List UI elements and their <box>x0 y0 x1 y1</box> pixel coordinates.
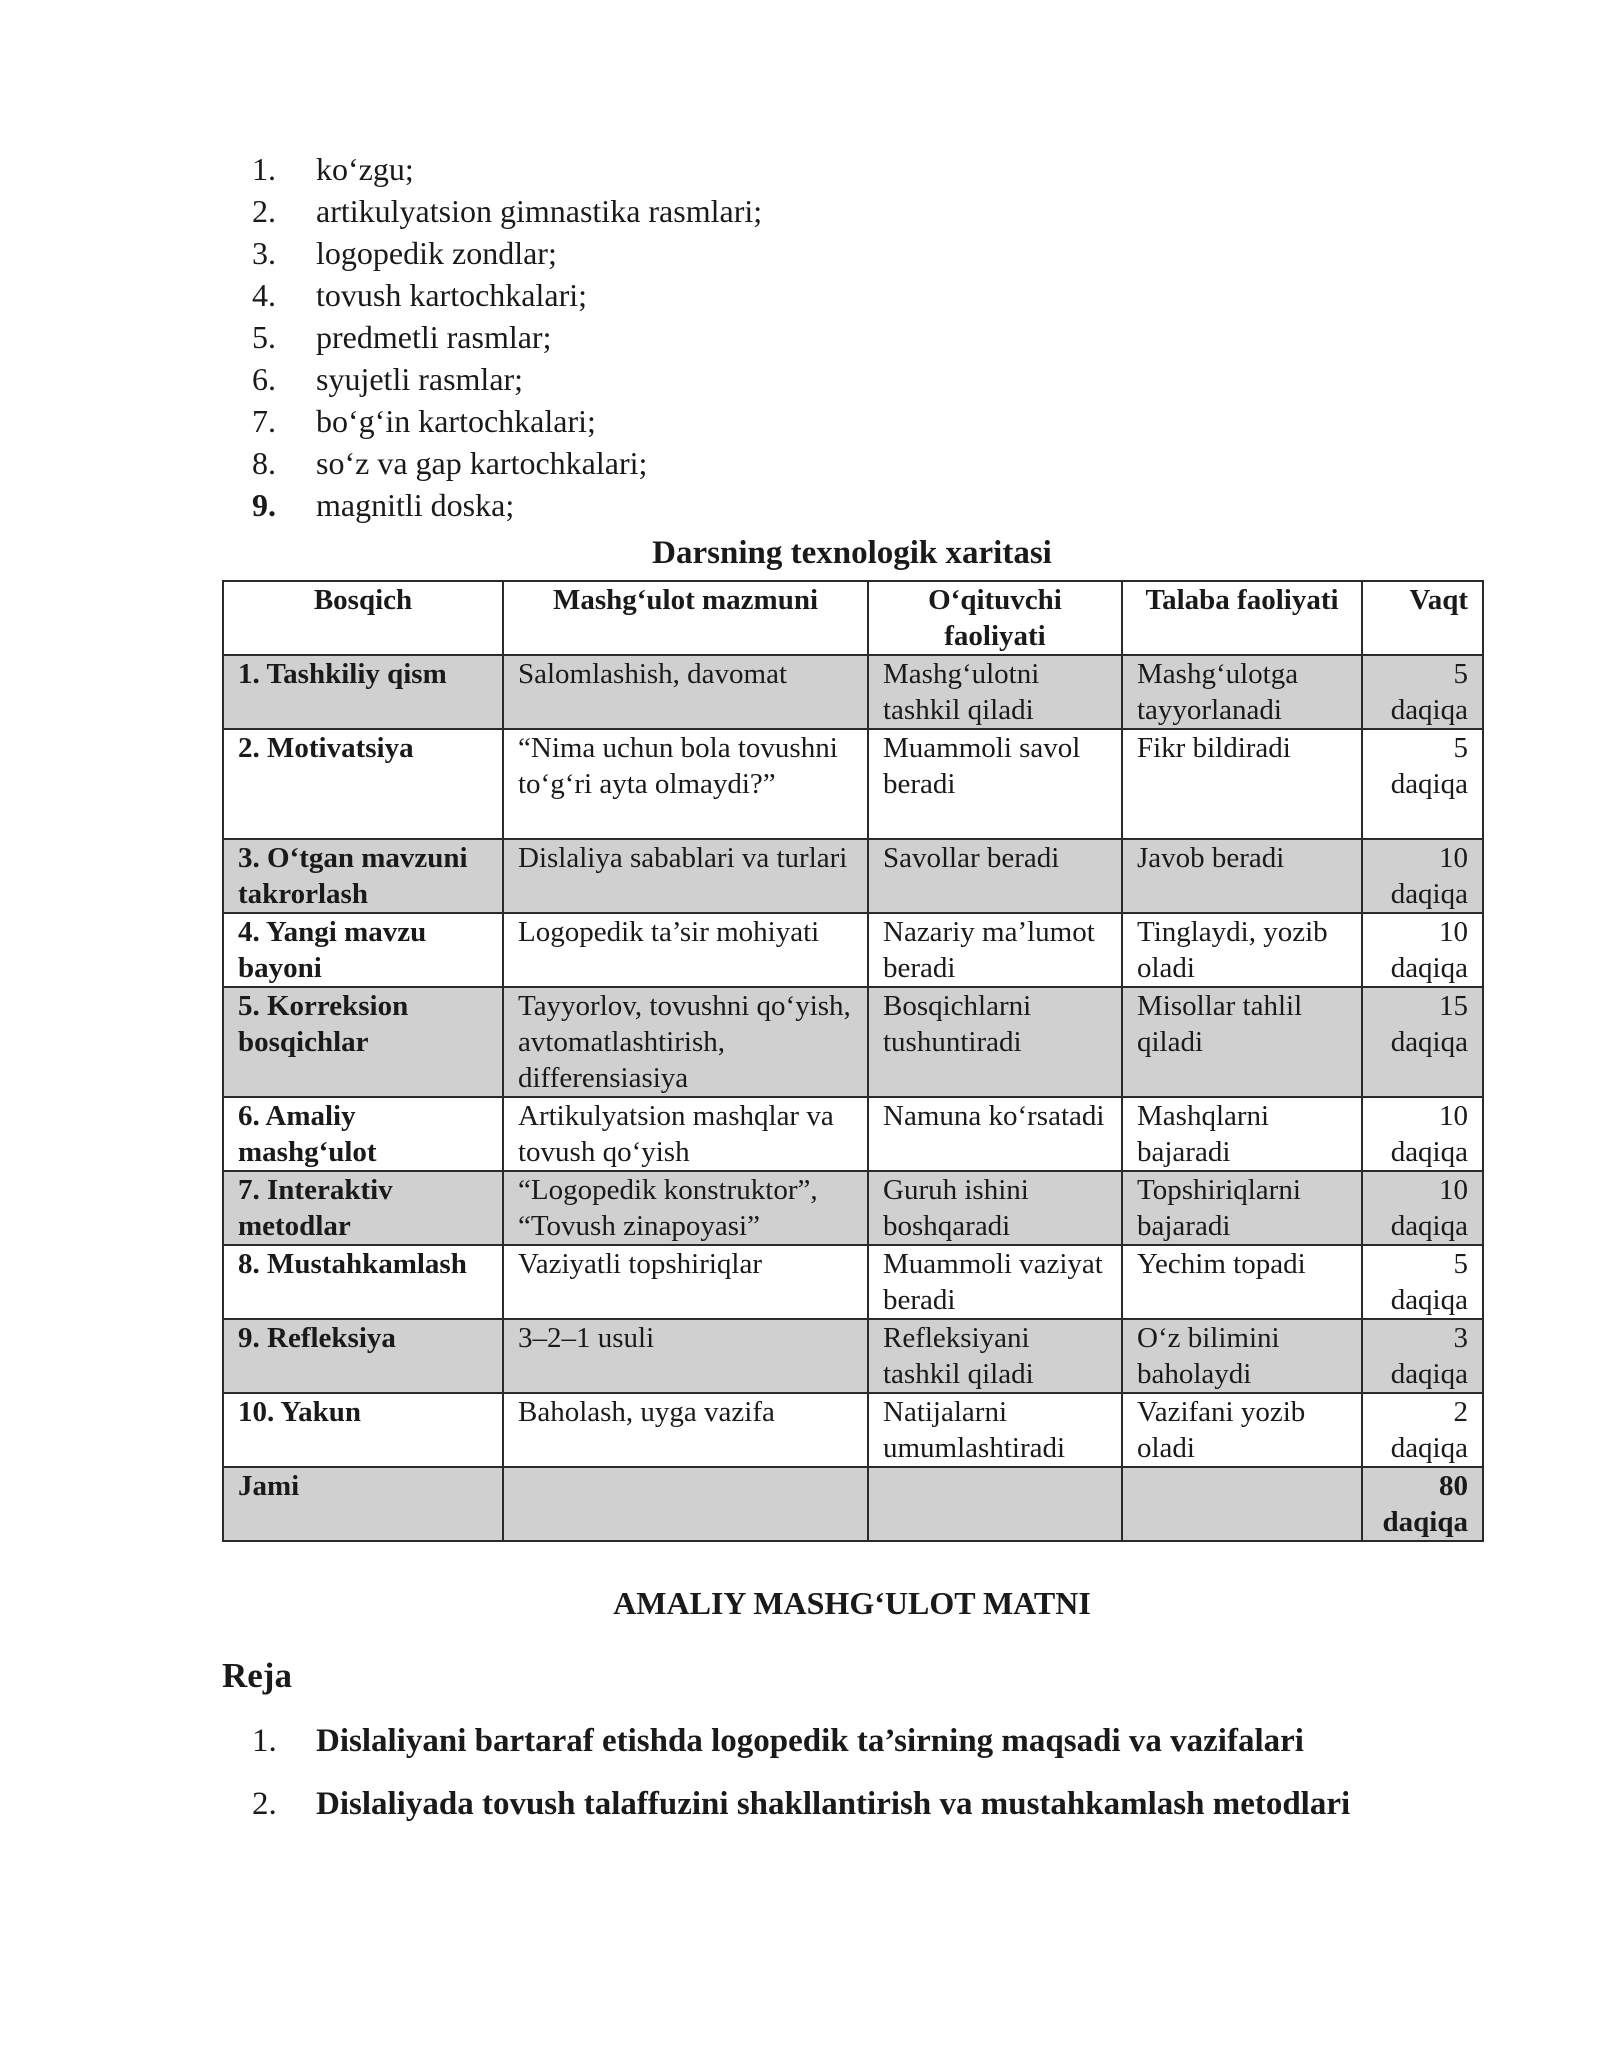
table-row <box>223 987 1483 1097</box>
teacher-cell: Mashg‘ulotni tashkil qiladi <box>868 655 1122 729</box>
content-cell: “Nima uchun bola tovushni to‘g‘ri ayta olmaydi?” <box>503 729 868 839</box>
plan-list <box>252 1720 1350 1846</box>
student-cell: Mashqlarni bajaradi <box>1122 1097 1362 1171</box>
list-text: predmetli rasmlar; <box>316 319 552 355</box>
list-item <box>252 442 762 484</box>
time-cell: 2 daqiqa <box>1362 1393 1483 1467</box>
list-number: 3. <box>252 235 276 271</box>
plan-text: Dislaliyada tovush talaffuzini shakllantirish va mustahkamlash metodlari <box>316 1786 1351 1822</box>
stage-cell: 8. Mustahkamlash <box>223 1245 503 1319</box>
list-number: 4. <box>252 277 276 313</box>
list-number: 1. <box>252 151 276 187</box>
student-cell: Topshiriqlarni bajaradi <box>1122 1171 1362 1245</box>
teacher-cell: Guruh ishini boshqaradi <box>868 1171 1122 1245</box>
list-item <box>252 274 762 316</box>
table-row <box>223 729 1483 839</box>
stage-cell: 3. O‘tgan mavzuni takrorlash <box>223 839 503 913</box>
list-number: 6. <box>252 361 276 397</box>
empty-cell <box>1122 1467 1362 1541</box>
teacher-cell: Savollar beradi <box>868 839 1122 913</box>
list-number: 5. <box>252 319 276 355</box>
content-cell: Salomlashish, davomat <box>503 655 868 729</box>
time-cell: 10 daqiqa <box>1362 839 1483 913</box>
student-cell: Fikr bildiradi <box>1122 729 1362 839</box>
list-item <box>252 316 762 358</box>
teacher-cell: Muammoli savol beradi <box>868 729 1122 839</box>
time-cell: 10 daqiqa <box>1362 1097 1483 1171</box>
table-row <box>223 913 1483 987</box>
list-item <box>252 484 762 526</box>
list-text: syujetli rasmlar; <box>316 361 524 397</box>
stage-cell: 4. Yangi mavzu bayoni <box>223 913 503 987</box>
stage-cell: 10. Yakun <box>223 1393 503 1467</box>
table-row <box>223 1319 1483 1393</box>
column-header: Bosqich <box>223 581 503 655</box>
list-number: 2. <box>252 193 276 229</box>
teacher-cell: Refleksiyani tashkil qiladi <box>868 1319 1122 1393</box>
list-number: 7. <box>252 403 276 439</box>
plan-text: Dislaliyani bartaraf etishda logopedik ta’sirning maqsadi va vazifalari <box>316 1723 1304 1759</box>
time-cell: 5 daqiqa <box>1362 729 1483 839</box>
column-header: Talaba faoliyati <box>1122 581 1362 655</box>
content-cell: 3–2–1 usuli <box>503 1319 868 1393</box>
list-text: tovush kartochkalari; <box>316 277 588 313</box>
empty-cell <box>868 1467 1122 1541</box>
column-header: Vaqt <box>1362 581 1483 655</box>
column-header: O‘qituvchi faoliyati <box>868 581 1122 655</box>
content-cell: Logopedik ta’sir mohiyati <box>503 913 868 987</box>
table-row <box>223 655 1483 729</box>
section-title: AMALIY MASHG‘ULOT MATNI <box>613 1585 1091 1621</box>
time-cell: 5 daqiqa <box>1362 655 1483 729</box>
stage-cell: 1. Tashkiliy qism <box>223 655 503 729</box>
stage-cell: 9. Refleksiya <box>223 1319 503 1393</box>
list-item <box>252 148 762 190</box>
list-item <box>252 400 762 442</box>
teacher-cell: Natijalarni umumlashtiradi <box>868 1393 1122 1467</box>
table-row <box>223 839 1483 913</box>
teacher-cell: Namuna ko‘rsatadi <box>868 1097 1122 1171</box>
plan-number: 2. <box>252 1786 277 1822</box>
list-number: 8. <box>252 445 276 481</box>
stage-cell: 6. Amaliy mashg‘ulot <box>223 1097 503 1171</box>
list-text: bo‘g‘in kartochkalari; <box>316 403 596 439</box>
student-cell: Javob beradi <box>1122 839 1362 913</box>
teacher-cell: Muammoli vaziyat beradi <box>868 1245 1122 1319</box>
materials-list <box>252 148 762 526</box>
table-header-row <box>223 581 1483 655</box>
student-cell: O‘z bilimini baholaydi <box>1122 1319 1362 1393</box>
student-cell: Misollar tahlil qiladi <box>1122 987 1362 1097</box>
table-total-row <box>223 1467 1483 1541</box>
list-item <box>252 190 762 232</box>
time-cell: 15 daqiqa <box>1362 987 1483 1097</box>
table-row <box>223 1393 1483 1467</box>
list-text: logopedik zondlar; <box>316 235 557 271</box>
list-number: 9. <box>252 487 276 523</box>
time-cell: 3 daqiqa <box>1362 1319 1483 1393</box>
list-text: so‘z va gap kartochkalari; <box>316 445 648 481</box>
student-cell: Vazifani yozib oladi <box>1122 1393 1362 1467</box>
teacher-cell: Bosqichlarni tushuntiradi <box>868 987 1122 1097</box>
student-cell: Yechim topadi <box>1122 1245 1362 1319</box>
content-cell: “Logopedik konstruktor”, “Tovush zinapoyasi” <box>503 1171 868 1245</box>
content-cell: Baholash, uyga vazifa <box>503 1393 868 1467</box>
stage-cell: 2. Motivatsiya <box>223 729 503 839</box>
plan-number: 1. <box>252 1723 277 1759</box>
time-cell: 10 daqiqa <box>1362 1171 1483 1245</box>
column-header: Mashg‘ulot mazmuni <box>503 581 868 655</box>
content-cell: Vaziyatli topshiriqlar <box>503 1245 868 1319</box>
list-item <box>252 358 762 400</box>
time-cell: 10 daqiqa <box>1362 913 1483 987</box>
content-cell: Dislaliya sabablari va turlari <box>503 839 868 913</box>
plan-item <box>252 1783 1350 1846</box>
plan-heading: Reja <box>222 1656 292 1695</box>
list-text: artikulyatsion gimnastika rasmlari; <box>316 193 763 229</box>
content-cell: Tayyorlov, tovushni qo‘yish, avtomatlashtirish, differensiasiya <box>503 987 868 1097</box>
table-row <box>223 1097 1483 1171</box>
teacher-cell: Nazariy ma’lumot beradi <box>868 913 1122 987</box>
student-cell: Mashg‘ulotga tayyorlanadi <box>1122 655 1362 729</box>
stage-cell: 5. Korreksion bosqichlar <box>223 987 503 1097</box>
table-title: Darsning texnologik xaritasi <box>652 535 1052 571</box>
content-cell: Artikulyatsion mashqlar va tovush qo‘yish <box>503 1097 868 1171</box>
table-row <box>223 1245 1483 1319</box>
list-text: magnitli doska; <box>316 487 515 523</box>
table-row <box>223 1171 1483 1245</box>
list-item <box>252 232 762 274</box>
stage-cell: 7. Interaktiv metodlar <box>223 1171 503 1245</box>
plan-item <box>252 1720 1350 1783</box>
empty-cell <box>503 1467 868 1541</box>
total-label-cell: Jami <box>223 1467 503 1541</box>
list-text: ko‘zgu; <box>316 151 414 187</box>
technological-map-table <box>222 580 1484 1542</box>
student-cell: Tinglaydi, yozib oladi <box>1122 913 1362 987</box>
time-cell: 5 daqiqa <box>1362 1245 1483 1319</box>
total-time-cell: 80 daqiqa <box>1362 1467 1483 1541</box>
